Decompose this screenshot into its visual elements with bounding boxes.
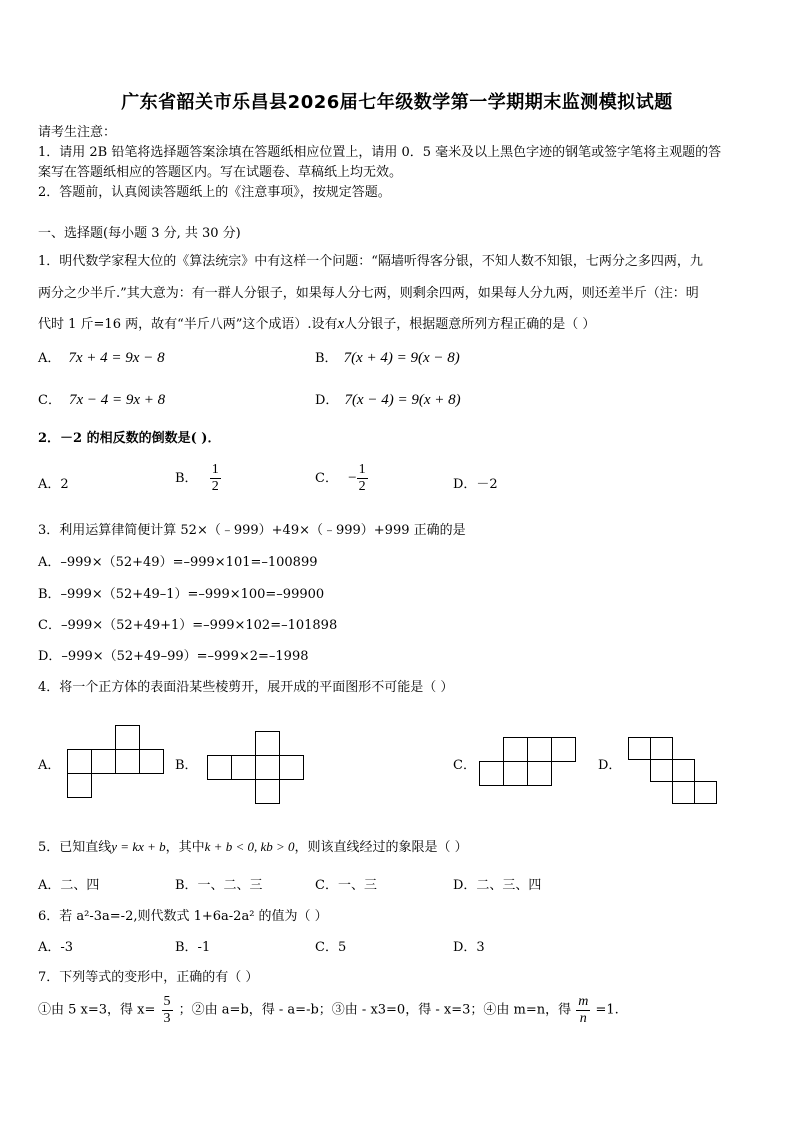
q7-statement-1: ①由 5 x=3，得 x= bbox=[38, 1002, 156, 1018]
q7-fraction-2 bbox=[576, 994, 590, 1027]
q2-option-c-label: C． bbox=[315, 471, 338, 486]
q1-stem-line-3b: 人分银子，根据题意所列方程正确的是（ ） bbox=[344, 317, 596, 332]
q6-option-b[interactable]: B．-1 bbox=[175, 940, 211, 955]
q2-stem: 2．－2 的相反数的倒数是( )． bbox=[38, 431, 221, 446]
q7-fraction-1-denominator: 3 bbox=[163, 1011, 171, 1026]
q2-option-c-fraction bbox=[357, 462, 368, 495]
q5-stem-a: 5．已知直线 bbox=[38, 840, 112, 855]
q4-option-c-label[interactable]: C． bbox=[453, 758, 476, 773]
page-title: 广东省韶关市乐昌县2026届七年级数学第一学期期末监测模拟试题 bbox=[121, 92, 673, 113]
q7-fraction-2-denominator: n bbox=[579, 1011, 587, 1026]
q2-option-b-label: B． bbox=[175, 471, 198, 486]
q5-option-a[interactable]: A．二、四 bbox=[38, 878, 100, 893]
q1-stem-line-1: 1．明代数学家程大位的《算法统宗》中有这样一个问题：“隔墙听得客分银，不知人数不知银，七两分之多四两，九 bbox=[38, 254, 703, 269]
q1-stem-line-3a: 代时 1 斤=16 两，故有“半斤八两”这个成语）.设有 bbox=[38, 317, 338, 332]
q1-stem-line-2: 两分之少半斤.”其大意为：有一群人分银子，如果每人分七两，则剩余四两，如果每人分九两，则还差半斤（注：明 bbox=[38, 286, 699, 301]
q4-option-d-net bbox=[628, 737, 720, 805]
q3-option-a[interactable]: A．–999×（52+49）=–999×101=–100899 bbox=[38, 555, 318, 570]
q2-option-c-sign: − bbox=[348, 470, 357, 486]
q7-fraction-1 bbox=[162, 994, 173, 1027]
q5-option-b[interactable]: B．一、二、三 bbox=[175, 878, 263, 893]
q6-stem: 6．若 a²-3a=-2,则代数式 1+6a-2a² 的值为（ ） bbox=[38, 909, 328, 924]
q5-option-d[interactable]: D．二、三、四 bbox=[453, 878, 542, 893]
q2-option-c[interactable] bbox=[315, 462, 368, 495]
q1-option-a-expr: 7x + 4 = 9x − 8 bbox=[68, 350, 165, 366]
q5-option-c[interactable]: C．一、三 bbox=[315, 878, 377, 893]
q5-line-expr: y = kx + b bbox=[111, 839, 166, 854]
q6-option-d[interactable]: D．3 bbox=[453, 940, 485, 955]
q7-statement-end: =1. bbox=[595, 1002, 619, 1018]
q1-option-b[interactable] bbox=[315, 347, 460, 367]
q5-stem bbox=[38, 836, 468, 855]
q7-statements-2-4: ；②由 a=b，得 - a=-b；③由 - x3=0，得 - x=3；④由 m=n，得 bbox=[178, 1002, 572, 1018]
q2-option-d[interactable]: D．－2 bbox=[453, 477, 498, 492]
q4-option-a-label[interactable]: A． bbox=[38, 758, 61, 773]
q4-option-a-net bbox=[67, 725, 165, 799]
q2-option-b[interactable] bbox=[175, 462, 221, 495]
q2-option-b-fraction bbox=[210, 462, 221, 495]
q6-option-a[interactable]: A．-3 bbox=[38, 940, 74, 955]
q2-option-c-denominator: 2 bbox=[358, 479, 366, 494]
q2-option-a[interactable]: A．2 bbox=[38, 477, 69, 492]
q4-option-b-label[interactable]: B． bbox=[175, 758, 198, 773]
q7-statements bbox=[38, 994, 619, 1027]
q3-option-b[interactable]: B．–999×（52+49–1）=–999×100=–99900 bbox=[38, 587, 325, 602]
q1-stem-line-3 bbox=[38, 313, 595, 333]
q4-option-c-net bbox=[479, 737, 577, 787]
q1-option-a-label: A． bbox=[38, 351, 61, 366]
q1-option-c-label: C． bbox=[38, 393, 61, 408]
q2-option-c-numerator: 1 bbox=[358, 462, 366, 477]
q1-variable: x bbox=[337, 316, 345, 332]
notice-heading: 请考生注意： bbox=[38, 125, 117, 140]
section-heading: 一、选择题(每小题 3 分, 共 30 分) bbox=[38, 226, 241, 241]
q5-stem-b: ，其中 bbox=[165, 840, 205, 855]
q4-stem: 4．将一个正方体的表面沿某些棱剪开，展开成的平面图形不可能是（ ） bbox=[38, 680, 454, 695]
q1-option-b-label: B． bbox=[315, 351, 338, 366]
q3-stem: 3．利用运算律简便计算 52×（﹣999）+49×（﹣999）+999 正确的是 bbox=[38, 523, 466, 538]
q4-option-b-net bbox=[207, 731, 305, 805]
notice-item-1-line-2: 案写在答题纸相应的答题区内。写在试题卷、草稿纸上均无效。 bbox=[38, 165, 403, 180]
q3-option-c[interactable]: C．–999×（52+49+1）=–999×102=–101898 bbox=[38, 618, 338, 633]
q2-option-b-numerator: 1 bbox=[211, 462, 219, 477]
q5-stem-c: ，则该直线经过的象限是（ ） bbox=[294, 840, 468, 855]
notice-item-1-line-1: 1．请用 2B 铅笔将选择题答案涂填在答题纸相应位置上，请用 0．5 毫米及以上黑色字迹的钢笔或签字笔将主观题的答 bbox=[38, 145, 722, 160]
q1-option-c[interactable] bbox=[38, 389, 165, 409]
q3-option-d[interactable]: D．–999×（52+49–99）=–999×2=–1998 bbox=[38, 649, 309, 664]
q1-option-a[interactable] bbox=[38, 347, 165, 367]
q4-option-d-label[interactable]: D． bbox=[598, 758, 622, 773]
notice-item-2: 2．答题前，认真阅读答题纸上的《注意事项》，按规定答题。 bbox=[38, 185, 391, 200]
q1-option-c-expr: 7x − 4 = 9x + 8 bbox=[68, 392, 166, 408]
q2-option-b-denominator: 2 bbox=[211, 479, 219, 494]
q7-stem: 7．下列等式的变形中，正确的有（ ） bbox=[38, 970, 259, 985]
q1-option-d-label: D． bbox=[315, 393, 339, 408]
q5-condition-expr: k + b < 0, kb > 0 bbox=[204, 839, 295, 854]
q1-option-d-expr: 7(x − 4) = 9(x + 8) bbox=[344, 392, 461, 408]
q7-fraction-2-numerator: m bbox=[578, 994, 589, 1009]
q1-option-b-expr: 7(x + 4) = 9(x − 8) bbox=[343, 350, 460, 366]
q1-option-d[interactable] bbox=[315, 389, 461, 409]
q7-fraction-1-numerator: 5 bbox=[163, 994, 171, 1009]
q6-option-c[interactable]: C．5 bbox=[315, 940, 347, 955]
